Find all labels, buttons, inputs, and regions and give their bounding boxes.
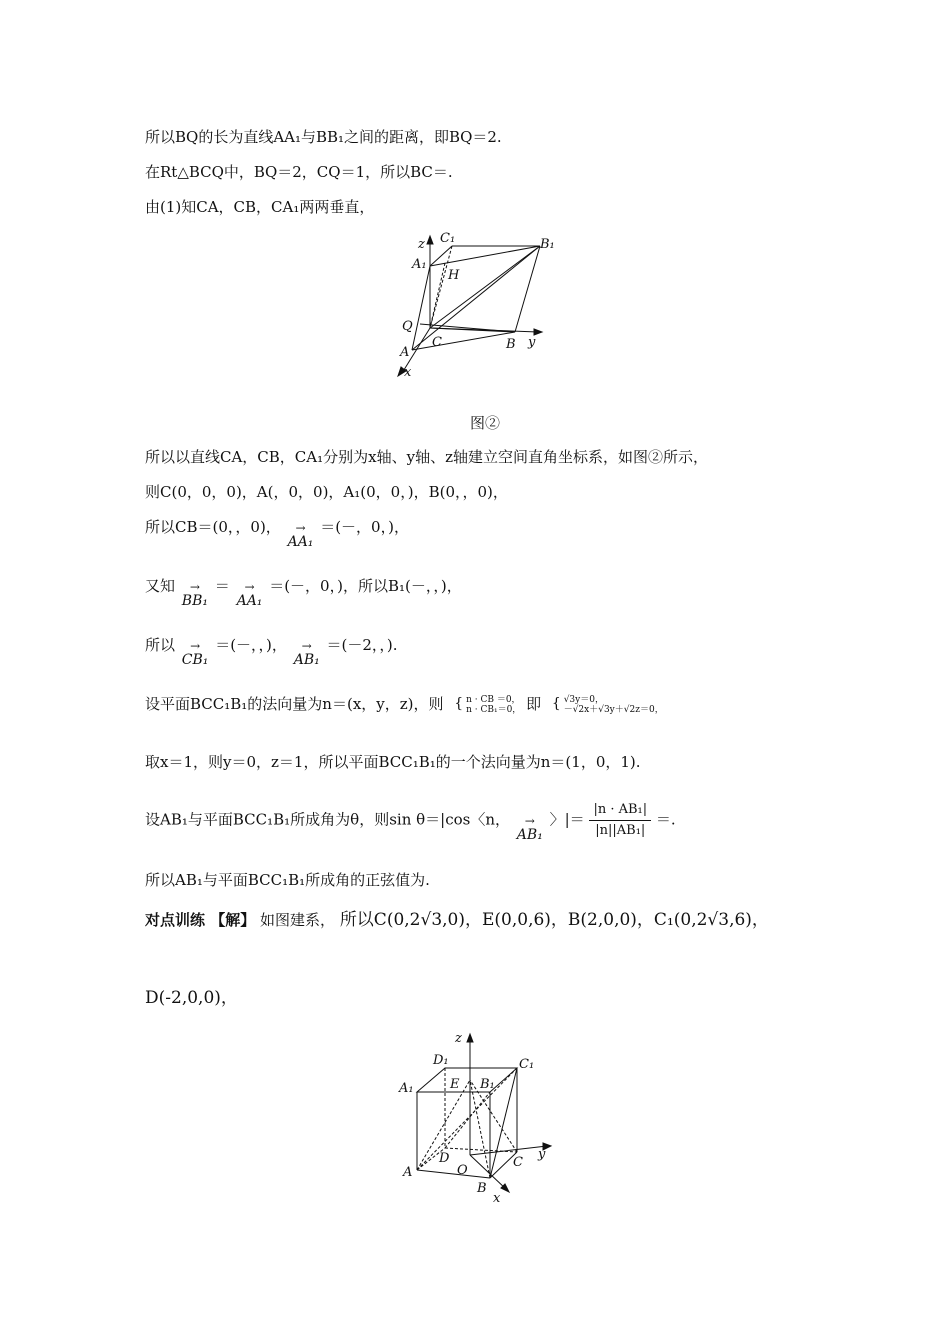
text-line-11: [145, 800, 676, 845]
z-arrow: [427, 236, 433, 244]
label-c: C: [513, 1155, 523, 1170]
text-7c: ＝(－，0，)，所以B₁(－，，)，: [269, 577, 462, 595]
label-x: x: [404, 365, 412, 380]
text-7b: ＝: [214, 577, 230, 595]
text-line-3: 由(1)知CA，CB，CA₁两两垂直，: [145, 198, 375, 216]
label-a: A: [400, 345, 410, 360]
edge-c1c: [430, 246, 452, 328]
label-a1: A₁: [412, 257, 427, 272]
label-a: A: [403, 1165, 413, 1180]
text-line-13: [145, 910, 769, 930]
text-8c: ＝(－2，，).: [326, 636, 398, 654]
label-y: y: [528, 335, 536, 350]
text-line-9: [145, 694, 664, 715]
label-c1: C₁: [519, 1057, 535, 1072]
equation-system-right: { √3y＝0， －√2x＋√3y＋√2z＝0，: [551, 695, 664, 715]
text-13b: 如图建系，: [260, 911, 336, 929]
text-11a: 设AB₁与平面BCC₁B₁所成角为θ，则sin θ＝|cos〈n，: [145, 810, 511, 829]
label-h: H: [448, 268, 460, 283]
label-b1: B₁: [480, 1077, 495, 1092]
text-line-5: 则C(0，0，0)，A(，0，0)，A₁(0，0，)，B(0，，0)，: [145, 483, 508, 501]
vector-ab1-b: → AB₁: [516, 813, 543, 843]
label-e: E: [450, 1077, 460, 1092]
label-q: Q: [402, 319, 413, 334]
label-x: x: [493, 1191, 501, 1205]
text-line-4: 所以以直线CA，CB，CA₁分别为x轴、y轴、z轴建立空间直角坐标系，如图②所示，: [145, 448, 708, 466]
text-line-6: [145, 517, 409, 552]
label-b: B: [506, 337, 516, 352]
vector-aa1-b: → AA₁: [236, 580, 263, 609]
edge-cb1: [430, 246, 540, 328]
label-b1: B₁: [540, 237, 555, 252]
label-a1: A₁: [399, 1081, 414, 1096]
cosine-fraction: $\frac{\text{|n · AB₁|}}{\text{|n||AB₁|}}$: [589, 800, 651, 841]
vector-bb1: → BB₁: [181, 580, 208, 609]
edge-dc: [445, 1148, 517, 1152]
text-8b: ＝(－，，)，: [215, 636, 287, 654]
diag-be: [470, 1080, 490, 1178]
text-line-7: [145, 576, 462, 611]
label-y: y: [538, 1147, 546, 1162]
text-9b: 即: [526, 695, 542, 713]
label-z: z: [455, 1031, 462, 1046]
text-line-14: D(-2,0,0)，: [145, 988, 238, 1008]
text-11c: ＝.: [655, 810, 676, 829]
text-6b: ＝(－，0，)，: [320, 518, 409, 536]
vector-cb1: → CB₁: [181, 639, 209, 668]
edge-a1b1: [430, 246, 540, 266]
text-11b: 〉|＝: [549, 810, 585, 829]
top-face: [417, 1068, 517, 1092]
label-c1: C₁: [440, 231, 456, 246]
label-d1: D₁: [433, 1053, 449, 1068]
label-z: z: [418, 237, 425, 252]
vector-aa1: → AA₁: [287, 521, 314, 550]
text-9a: 设平面BCC₁B₁的法向量为n＝(x，y，z)，则: [145, 695, 444, 713]
section-label: 对点训练 【解】: [145, 911, 256, 929]
text-line-1: 所以BQ的长为直线AA₁与BB₁之间的距离，即BQ＝2.: [145, 128, 502, 146]
z-arrow: [467, 1034, 473, 1042]
text-6a: 所以CB＝(0，，0)，: [145, 518, 281, 536]
label-b: B: [477, 1181, 487, 1196]
edge-b1b: [515, 246, 540, 332]
figure-caption: 图②: [470, 414, 501, 432]
figure-prism: [390, 228, 565, 383]
text-8a: 所以: [145, 636, 176, 654]
edge-ab: [417, 1170, 490, 1178]
edge-ab: [412, 332, 515, 350]
text-line-2: 在Rt△BCQ中，BQ＝2，CQ＝1，所以BC＝.: [145, 163, 453, 181]
text-7a: 又知: [145, 577, 176, 595]
equation-system-left: { n · CB ＝0， n · CB₁＝0，: [454, 695, 522, 715]
vector-ab1: → AB₁: [293, 639, 320, 668]
text-line-8: [145, 635, 398, 670]
diag-ac1: [417, 1068, 517, 1170]
figure-cube: [395, 1030, 565, 1205]
label-o: O: [457, 1163, 468, 1178]
text-line-12: 所以AB₁与平面BCC₁B₁所成角的正弦值为.: [145, 871, 430, 889]
label-c: C: [432, 335, 442, 350]
coordinates-line: 所以C(0,2√3,0)，E(0,0,6)，B(2,0,0)，C₁(0,2√3,6)，: [339, 910, 769, 930]
label-d: D: [439, 1151, 450, 1166]
text-line-10: 取x＝1，则y＝0，z＝1，所以平面BCC₁B₁的一个法向量为n＝(1，0，1).: [145, 753, 641, 771]
